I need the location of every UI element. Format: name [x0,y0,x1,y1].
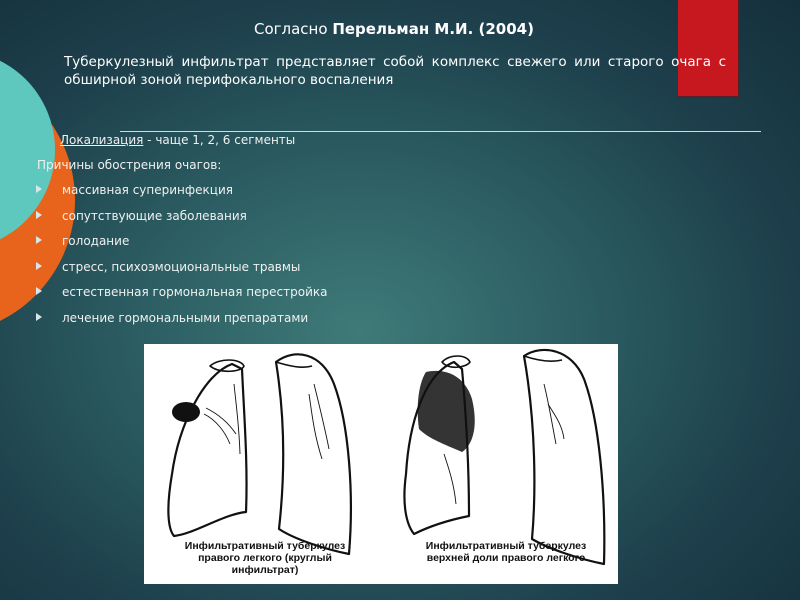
bullet-arrow-icon [36,313,42,321]
divider [120,131,761,132]
definition-text: Туберкулезный инфильтрат представляет собой комплекс свежего или старого очага с обширной зоной перифокального воспаления [64,54,726,88]
localization-text: - чаще 1, 2, 6 сегменты [143,133,296,147]
lung-outline-2 [276,354,351,554]
causes-heading: Причины обострения очагов: [37,158,222,172]
causes-list [36,182,327,335]
caption-right: Инфильтративный туберкулез верхней доли правого легкого [425,540,587,564]
list-item: естественная гормональная перестройка [36,284,327,310]
list-item: голодание [36,233,327,259]
localization-line [60,133,295,147]
lung-outline-4 [524,350,604,564]
caption-left: Инфильтративный туберкулез правого легкого (круглый инфильтрат) [184,540,346,576]
bullet-arrow-icon [36,185,42,193]
list-item: лечение гормональными препаратами [36,310,327,336]
bullet-arrow-icon [36,211,42,219]
lung-illustration [144,344,618,584]
slide-title [254,20,694,38]
list-item: сопутствующие заболевания [36,208,327,234]
title-author: Перельман М.И. (2004) [332,20,534,38]
bullet-arrow-icon [36,262,42,270]
bullet-arrow-icon [36,236,42,244]
bullet-arrow-icon [36,287,42,295]
localization-label: Локализация [60,133,144,147]
title-prefix: Согласно [254,20,328,38]
list-item: массивная суперинфекция [36,182,327,208]
list-item: стресс, психоэмоциональные травмы [36,259,327,285]
upper-lobe-infiltrate [418,371,475,452]
